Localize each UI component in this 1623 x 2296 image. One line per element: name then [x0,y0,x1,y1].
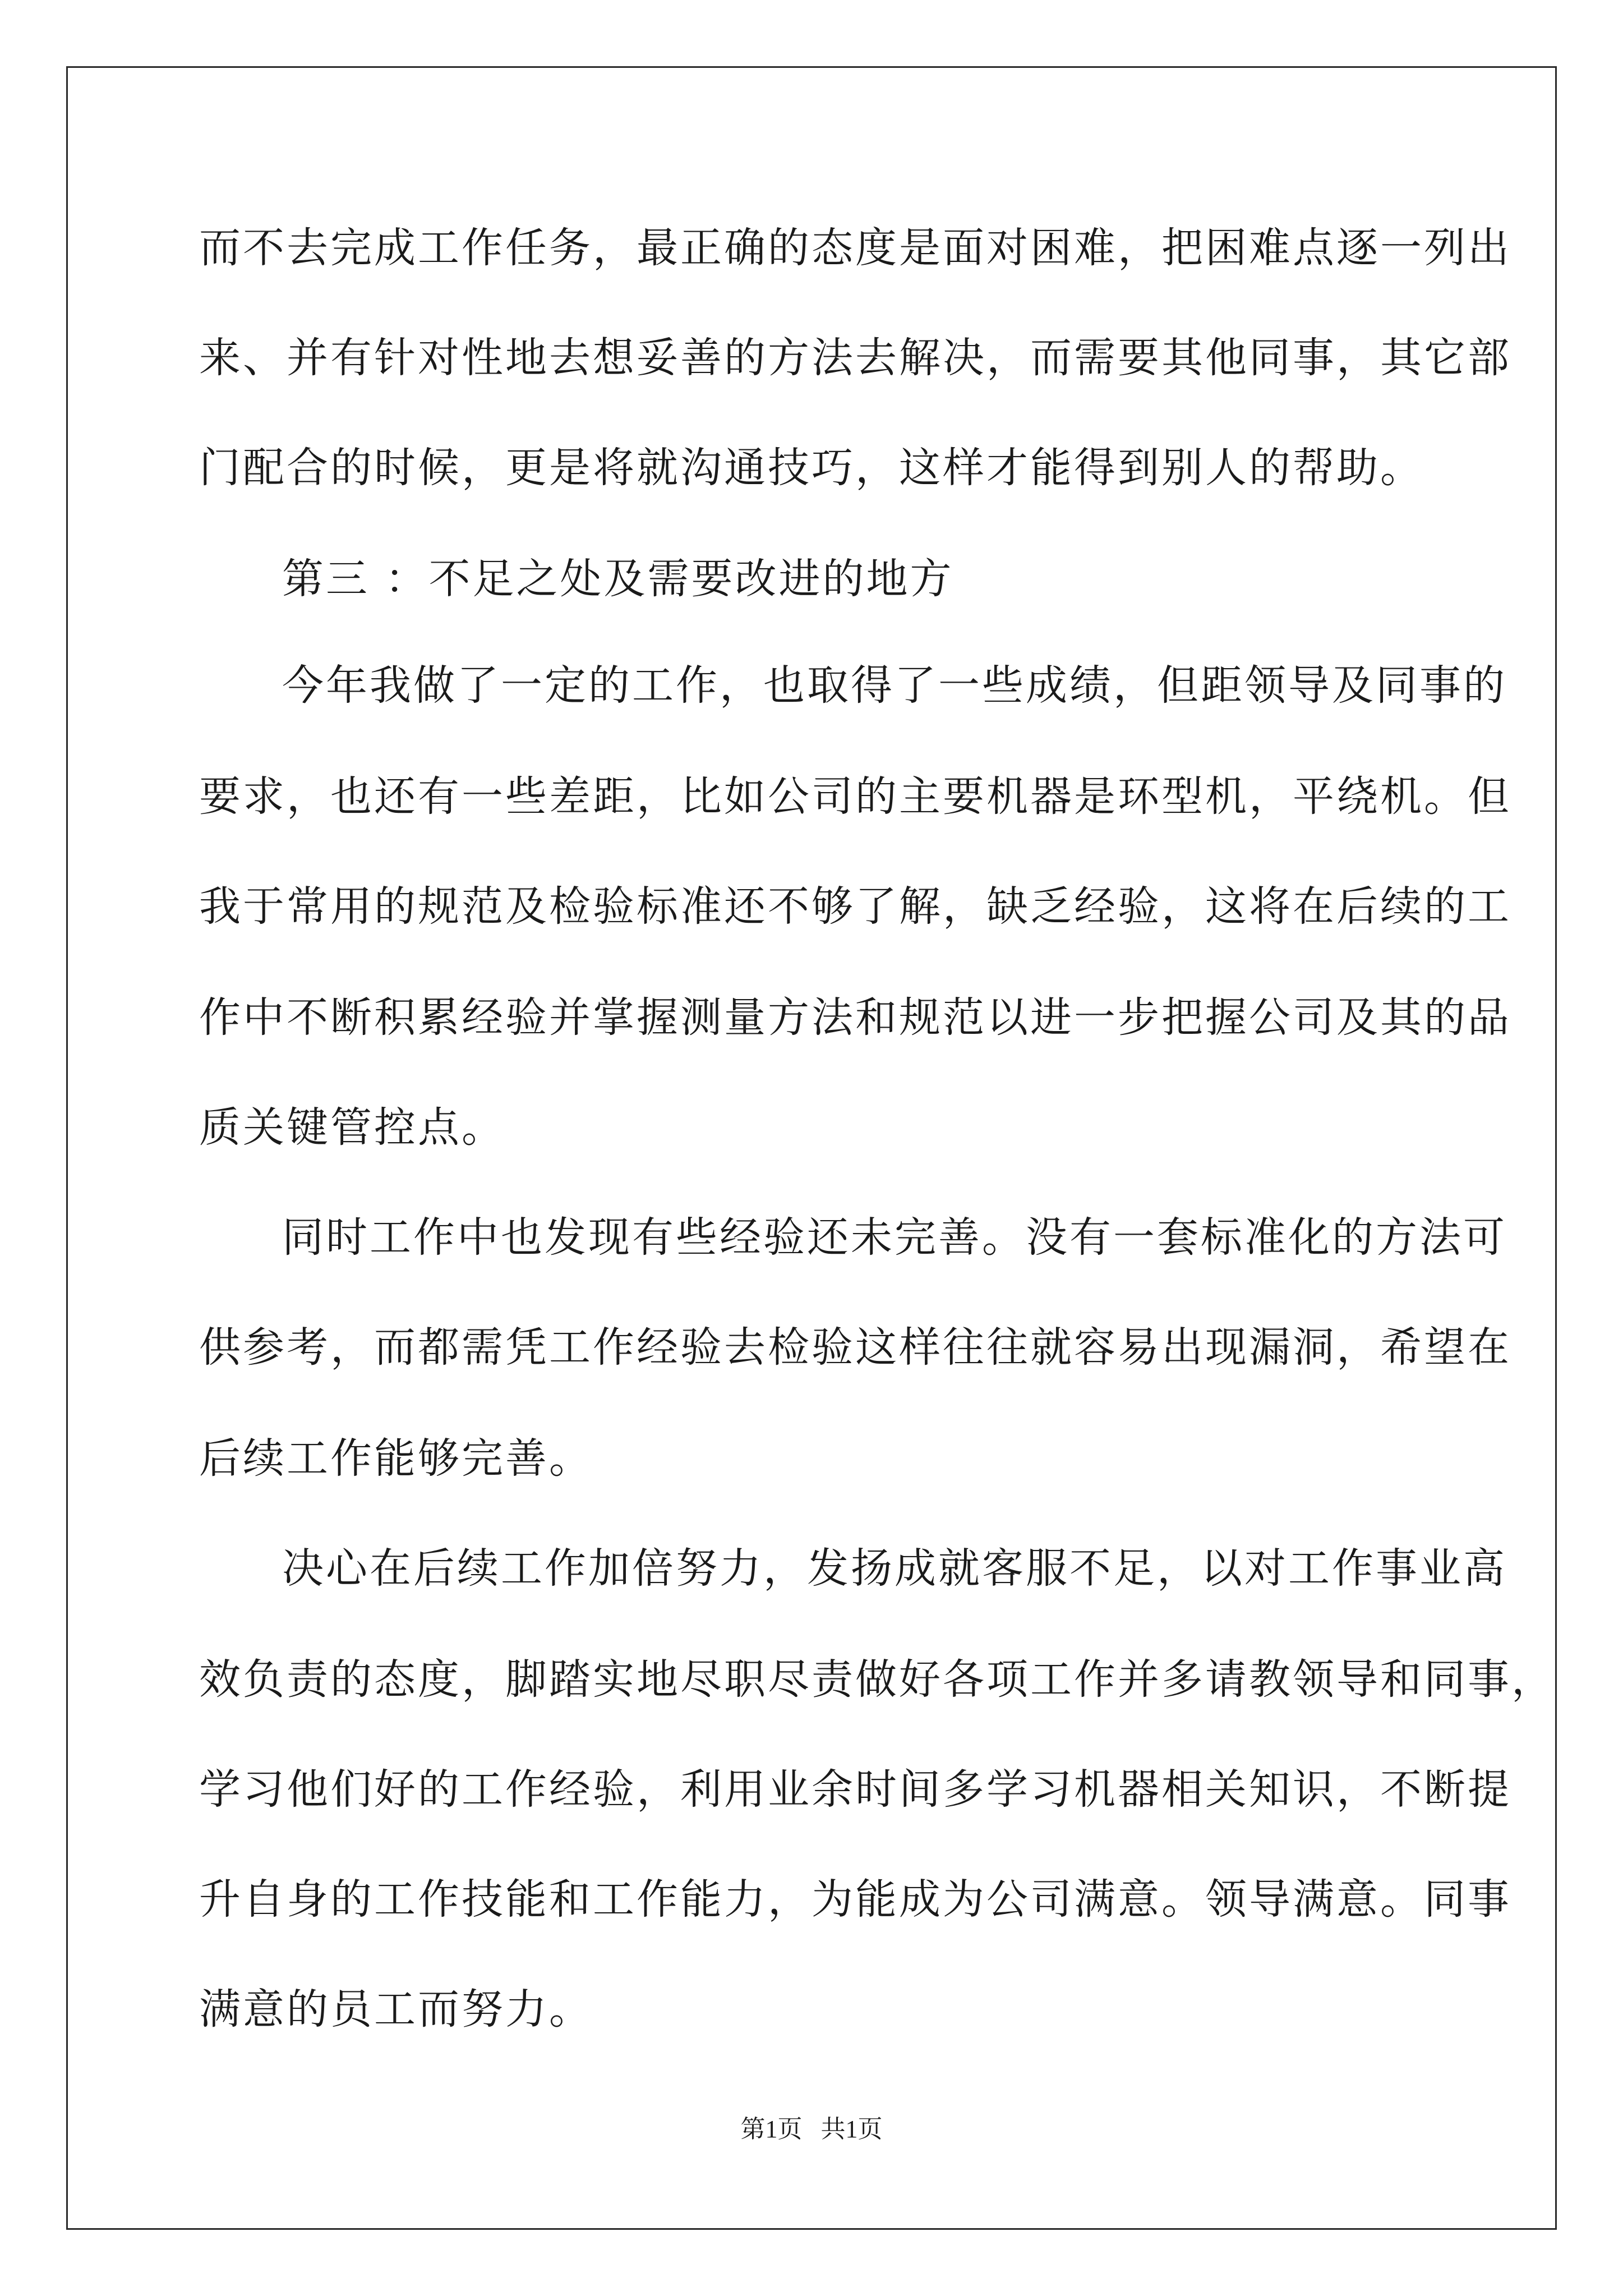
section-heading: 第三 ：不足之处及需要改进的地方 [282,555,954,603]
text-line: 我于常用的规范及检验标准还不够了解，缺乏经验，这将在后续的工 [199,882,1511,931]
text-line: 学习他们好的工作经验，利用业余时间多学习机器相关知识，不断提 [199,1765,1511,1814]
page-number-label: 第1页 共1页 [740,2115,883,2143]
text-line: 要求，也还有一些差距，比如公司的主要机器是环型机，平绕机。但 [199,772,1511,821]
text-line: 效负责的态度，脚踏实地尽职尽责做好各项工作并多请教领导和同事， [199,1655,1555,1704]
paragraph-first-line: 同时工作中也发现有些经验还未完善。没有一套标准化的方法可 [282,1213,1507,1262]
text-line: 升自身的工作技能和工作能力，为能成为公司满意。领导满意。同事 [199,1875,1511,1924]
paragraph-first-line: 今年我做了一定的工作，也取得了一些成绩，但距领导及同事的 [282,661,1507,710]
text-line: 作中不断积累经验并掌握测量方法和规范以进一步把握公司及其的品 [199,993,1511,1042]
text-line: 供参考，而都需凭工作经验去检验这样往往就容易出现漏洞，希望在 [199,1323,1511,1372]
text-line: 门配合的时候，更是将就沟通技巧，这样才能得到别人的帮助。 [199,444,1424,492]
page-footer [0,2113,1623,2146]
text-line: 满意的员工而努力。 [199,1985,593,2033]
paragraph-first-line: 决心在后续工作加倍努力，发扬成就客服不足，以对工作事业高 [282,1544,1507,1593]
text-line: 后续工作能够完善。 [199,1434,593,1483]
text-line: 质关键管控点。 [199,1103,505,1152]
text-line: 来、并有针对性地去想妥善的方法去解决，而需要其他同事，其它部 [199,334,1511,382]
text-line: 而不去完成工作任务，最正确的态度是面对困难，把困难点逐一列出 [199,224,1511,272]
